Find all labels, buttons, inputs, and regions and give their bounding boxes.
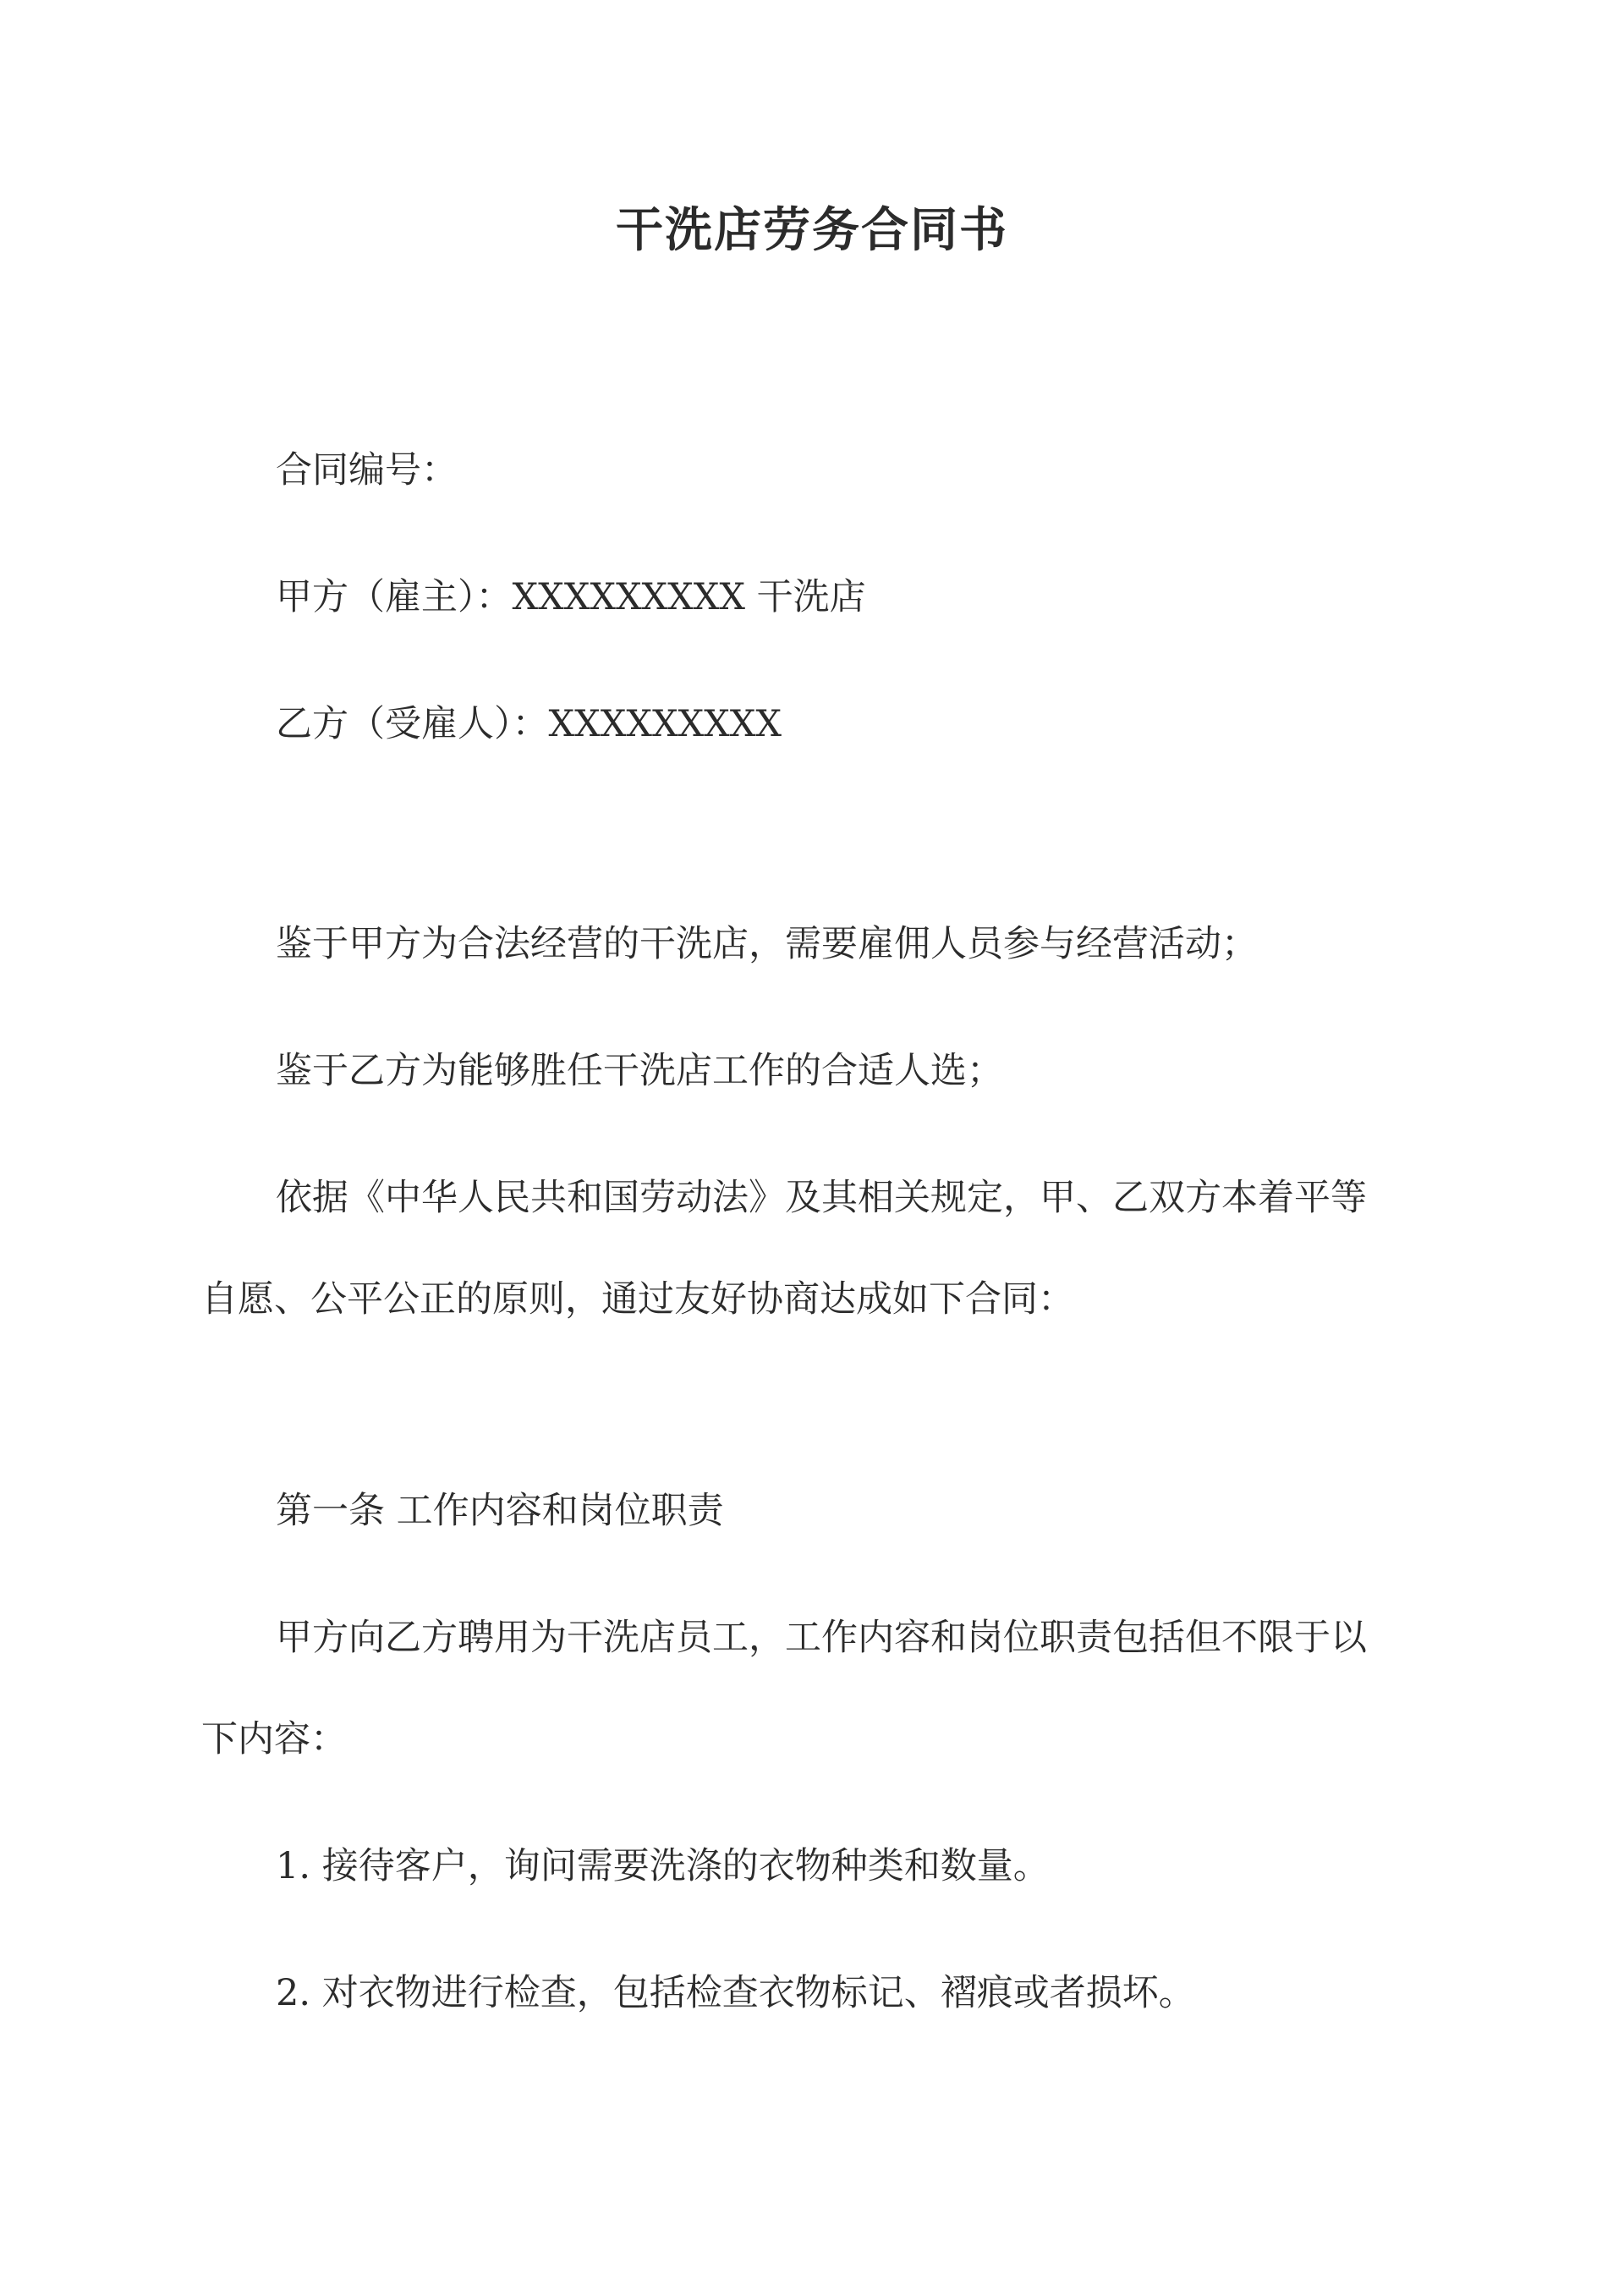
recital-3-line-1: 依据《中华人民共和国劳动法》及其相关规定，甲、乙双方本着平等 xyxy=(276,1177,1367,1219)
party-a-line: 甲方（雇主）：XXXXXXXXX 干洗店 xyxy=(276,576,866,618)
contract-number-label: 合同编号： xyxy=(276,449,458,492)
recital-1: 鉴于甲方为合法经营的干洗店，需要雇佣人员参与经营活动； xyxy=(276,923,1258,965)
recital-2: 鉴于乙方为能够胜任干洗店工作的合适人选； xyxy=(276,1050,1003,1092)
party-b-line: 乙方（受雇人）：XXXXXXXXX xyxy=(276,703,782,745)
article-1-intro-line-2: 下内容： xyxy=(201,1718,347,1760)
article-1-intro-line-1: 甲方向乙方聘用为干洗店员工，工作内容和岗位职责包括但不限于以 xyxy=(276,1617,1367,1659)
article-1-heading: 第一条 工作内容和岗位职责 xyxy=(276,1490,724,1532)
article-1-item-2: 2. 对衣物进行检查，包括检查衣物标记、褶痕或者损坏。 xyxy=(276,1972,1195,2014)
document-title: 干洗店劳务合同书 xyxy=(616,202,1008,258)
recital-3-line-2: 自愿、公平公正的原则，通过友好协商达成如下合同： xyxy=(201,1278,1074,1321)
article-1-item-1: 1. 接待客户，询问需要洗涤的衣物种类和数量。 xyxy=(276,1845,1050,1887)
